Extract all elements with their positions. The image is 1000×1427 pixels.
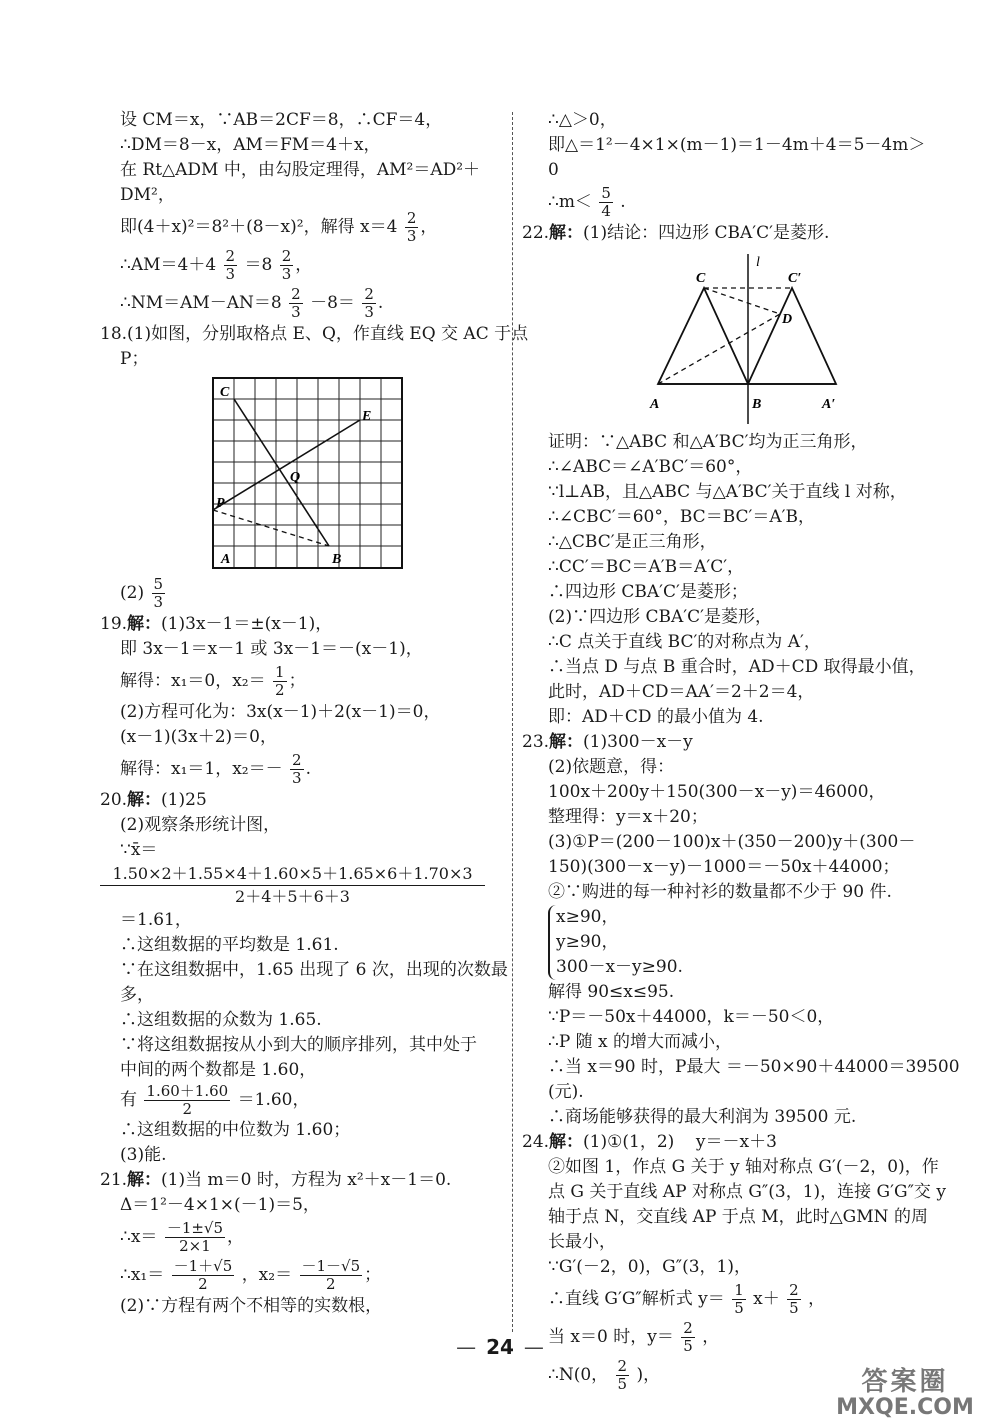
q24-line: 轴于点 N，交直线 AP 于点 M，此时△GMN 的周 bbox=[548, 1207, 928, 1227]
q20-line: 20.解：(1)25 bbox=[100, 790, 207, 810]
q17-line: ∴AM＝4＋4 $\frac{2}{3}$ ＝8 $\frac{2}{3}$ ， bbox=[120, 247, 313, 283]
fraction: $\frac{2}{5}$ bbox=[683, 1319, 693, 1355]
label-e: E bbox=[362, 409, 372, 424]
watermark-logo: 答案圈 MXQE.COM bbox=[836, 1367, 974, 1420]
q19-line: 19.解：(1)3x－1＝±(x－1)， bbox=[100, 614, 333, 634]
q23-line: ②∵购进的每一种衬衫的数量都不少于 90 件. bbox=[548, 882, 892, 902]
q20-line: ∵将这组数据按从小到大的顺序排列，其中处于 bbox=[120, 1035, 477, 1055]
rhombus-figure bbox=[522, 250, 942, 430]
q23-line: (2)依题意，得： bbox=[548, 757, 675, 777]
triangle-abc bbox=[658, 288, 748, 384]
q21-line: 即△＝1²－4×1×(m－1)＝1－4m＋4＝5－4m＞ bbox=[548, 135, 926, 155]
fraction: $\frac{1}{2}$ bbox=[275, 663, 285, 699]
q23-line: 150)(300－x－y)－1000＝－50x＋44000； bbox=[548, 857, 900, 877]
label-l: l bbox=[756, 255, 760, 270]
q24-line: ∵G′(－2，0)，G″(3，1)， bbox=[548, 1257, 751, 1277]
q22-proof-line: (2)∵四边形 CBA′C′是菱形， bbox=[548, 607, 772, 627]
q24-line: ∴N(0， $\frac{2}{5}$ )， bbox=[548, 1357, 661, 1393]
q22-proof-line: ∴△CBC′是正三角形， bbox=[548, 532, 717, 552]
q23-line: (元). bbox=[548, 1082, 584, 1102]
q18-part2: (2) $\frac{5}{3}$ bbox=[120, 575, 164, 611]
fraction: $\frac{2}{3}$ bbox=[225, 247, 236, 283]
q18-line: P； bbox=[120, 349, 149, 369]
q22-proof-line: ∴∠CBC′＝60°，BC＝BC′＝A′B， bbox=[548, 507, 815, 527]
q17-line: ∴NM＝AM－AN＝8 $\frac{2}{3}$ －8＝ $\frac{2}{3}$ . bbox=[120, 285, 384, 321]
q20-line: ＝1.61， bbox=[120, 910, 192, 930]
q22-proof-line: ∴当点 D 与点 B 重合时，AD＋CD 取得最小值， bbox=[548, 657, 926, 677]
q22-proof-line: ∵l⊥AB，且△ABC 与△A′BC′关于直线 l 对称， bbox=[548, 482, 907, 502]
column-divider bbox=[512, 112, 513, 1332]
q17-line: 在 Rt△ADM 中，由勾股定理得，AM²＝AD²＋ bbox=[120, 160, 481, 180]
label-a: A bbox=[221, 552, 231, 567]
q21-line: ∴x₁＝ $\frac{-1+√5}{2}$ ，x₂＝ $\frac{-1-√5}{2}$ ； bbox=[120, 1257, 382, 1293]
fraction: $\frac{2}{5}$ bbox=[617, 1357, 628, 1393]
q20-line: 多， bbox=[120, 985, 154, 1005]
label-a-prime: A′ bbox=[822, 397, 836, 412]
fraction: $\frac{-1+√5}{2}$ bbox=[173, 1257, 233, 1293]
label-a: A bbox=[650, 397, 660, 412]
inequality-system: x≥90， y≥90， 300－x－y≥90. bbox=[548, 905, 942, 980]
q24-line: 24.解：(1)①(1，2) y＝－x＋3 bbox=[522, 1132, 777, 1152]
label-c-prime: C′ bbox=[788, 271, 802, 286]
q20-line: ∴这组数据的众数为 1.65. bbox=[120, 1010, 322, 1030]
fraction: $\frac{-1\pm√5}{2\times 1}$ bbox=[166, 1219, 224, 1255]
q23-line: 23.解：(1)300－x－y bbox=[522, 732, 693, 752]
grid-figure bbox=[110, 372, 510, 574]
q24-line: ∴直线 G′G″解析式 y＝ $\frac{1}{5}$ x＋ $\frac{2}{5}$ ， bbox=[548, 1281, 826, 1317]
q18-line: 18.(1)如图，分别取格点 E、Q，作直线 EQ 交 AC 于点 bbox=[100, 324, 529, 344]
q19-line: 解得：x₁＝1，x₂＝－ $\frac{2}{3}$ . bbox=[120, 751, 311, 787]
label-c: C bbox=[220, 385, 230, 400]
q17-line: 设 CM＝x，∵AB＝2CF＝8，∴CF＝4， bbox=[120, 110, 443, 130]
q20-line: (2)观察条形统计图， bbox=[120, 815, 281, 835]
right-column bbox=[522, 108, 960, 1394]
q17-line: DM²， bbox=[120, 185, 175, 205]
q22-proof-line: ∴四边形 CBA′C′是菱形； bbox=[548, 582, 748, 602]
fraction: $\frac{2}{3}$ bbox=[281, 247, 292, 283]
q23-line: ∴P 随 x 的增大而减小， bbox=[548, 1032, 733, 1052]
triangle-a2bc2 bbox=[748, 288, 836, 384]
label-c: C bbox=[696, 271, 706, 286]
q19-line: (2)方程可化为：3x(x－1)＋2(x－1)＝0， bbox=[120, 702, 441, 722]
q17-line: ∴DM＝8－x，AM＝FM＝4＋x， bbox=[120, 135, 381, 155]
label-d: D bbox=[782, 312, 793, 327]
q23-line: (3)①P＝(200－100)x＋(350－200)y＋(300－ bbox=[548, 832, 916, 852]
q20-line: ∵x̄＝ bbox=[120, 840, 158, 860]
line-pb-dashed bbox=[213, 510, 329, 546]
fraction: $\frac{-1-√5}{2}$ bbox=[301, 1257, 361, 1293]
q20-line: ∴这组数据的中位数为 1.60； bbox=[120, 1120, 351, 1140]
fraction: $\frac{5}{3}$ bbox=[153, 575, 164, 611]
q20-line: (3)能. bbox=[120, 1145, 167, 1165]
q22-proof-line: 即：AD＋CD 的最小值为 4. bbox=[548, 707, 764, 727]
q22-proof-line: ∴∠ABC＝∠A′BC′＝60°， bbox=[548, 457, 753, 477]
q21-line: ∴△＞0， bbox=[548, 110, 617, 130]
q20-line: 有 $\frac{1.60+1.60}{2}$ ＝1.60， bbox=[120, 1082, 310, 1118]
q22-proof-line: 证明：∵△ABC 和△A′BC′均为正三角形， bbox=[548, 432, 868, 452]
q20-line: ∵在这组数据中，1.65 出现了 6 次，出现的次数最 bbox=[120, 960, 508, 980]
q23-line: 解得 90≤x≤95. bbox=[548, 982, 675, 1002]
label-p: P bbox=[216, 496, 225, 511]
q23-line: ∴商场能够获得的最大利润为 39500 元. bbox=[548, 1107, 857, 1127]
mean-fraction: 1.50×2＋1.55×4＋1.60×5＋1.65×6＋1.70×3 2＋4＋5＋6＋3 bbox=[100, 863, 485, 908]
fraction: $\frac{2}{3}$ bbox=[364, 285, 374, 321]
q24-line: 点 G 关于直线 AP 对称点 G″(3，1)，连接 G′G″交 y bbox=[548, 1182, 946, 1202]
left-column bbox=[100, 108, 529, 1319]
fraction: $\frac{1}{5}$ bbox=[734, 1281, 744, 1317]
q21-line: ∴x＝ $\frac{-1\pm√5}{2\times 1}$ ， bbox=[120, 1219, 245, 1255]
q23-line: ∴当 x＝90 时，P最大 ＝－50×90＋44000＝39500 bbox=[548, 1057, 960, 1077]
q24-line: ②如图 1，作点 G 关于 y 轴对称点 G′(－2，0)，作 bbox=[548, 1157, 939, 1177]
q19-line: 即 3x－1＝x－1 或 3x－1＝－(x－1)， bbox=[120, 639, 423, 659]
fraction: $\frac{5}{4}$ bbox=[601, 184, 611, 220]
fraction: $\frac{1.60+1.60}{2}$ bbox=[146, 1082, 229, 1118]
line-eq bbox=[213, 420, 360, 510]
label-b: B bbox=[332, 552, 342, 567]
q22-proof-line: ∴C 点关于直线 BC′的对称点为 A′， bbox=[548, 632, 821, 652]
q21-line: ∴m＜ $\frac{5}{4}$ . bbox=[548, 184, 626, 220]
q22-line: 22.解：(1)结论：四边形 CBA′C′是菱形. bbox=[522, 223, 830, 243]
q22-proof-line: ∴CC′＝BC＝A′B＝A′C′， bbox=[548, 557, 745, 577]
fraction: $\frac{2}{3}$ bbox=[292, 751, 302, 787]
q21-line: Δ＝1²－4×1×(－1)＝5， bbox=[120, 1195, 320, 1215]
line-cb bbox=[234, 399, 329, 546]
q19-line: 解得：x₁＝0，x₂＝ $\frac{1}{2}$ ； bbox=[120, 663, 306, 699]
fraction: $\frac{2}{3}$ bbox=[406, 209, 417, 245]
q23-line: ∵P＝－50x＋44000，k＝－50＜0， bbox=[548, 1007, 835, 1027]
q19-line: (x－1)(3x＋2)＝0， bbox=[120, 727, 277, 747]
q21-line: 21.解：(1)当 m＝0 时，方程为 x²＋x－1＝0. bbox=[100, 1170, 452, 1190]
label-b: B bbox=[752, 397, 762, 412]
q20-line: 中间的两个数都是 1.60， bbox=[120, 1060, 317, 1080]
fraction: $\frac{2}{5}$ bbox=[789, 1281, 799, 1317]
q23-line: 100x＋200y＋150(300－x－y)＝46000， bbox=[548, 782, 886, 802]
fraction: $\frac{2}{3}$ bbox=[291, 285, 301, 321]
q24-line: 长最小， bbox=[548, 1232, 616, 1252]
q23-line: 整理得：y＝x＋20； bbox=[548, 807, 708, 827]
q17-line: 即(4＋x)²＝8²＋(8－x)²，解得 x＝4 $\frac{2}{3}$ ， bbox=[120, 209, 438, 245]
q22-proof-line: 此时，AD＋CD＝AA′＝2＋2＝4， bbox=[548, 682, 815, 702]
page-number: — 24 — bbox=[456, 1335, 544, 1359]
q21-line: 0 bbox=[548, 160, 559, 180]
q24-line: 当 x＝0 时，y＝ $\frac{2}{5}$ ， bbox=[548, 1319, 720, 1355]
q20-line: ∴这组数据的平均数是 1.61. bbox=[120, 935, 339, 955]
q21-line: (2)∵方程有两个不相等的实数根， bbox=[120, 1296, 383, 1316]
label-q: Q bbox=[290, 470, 301, 485]
